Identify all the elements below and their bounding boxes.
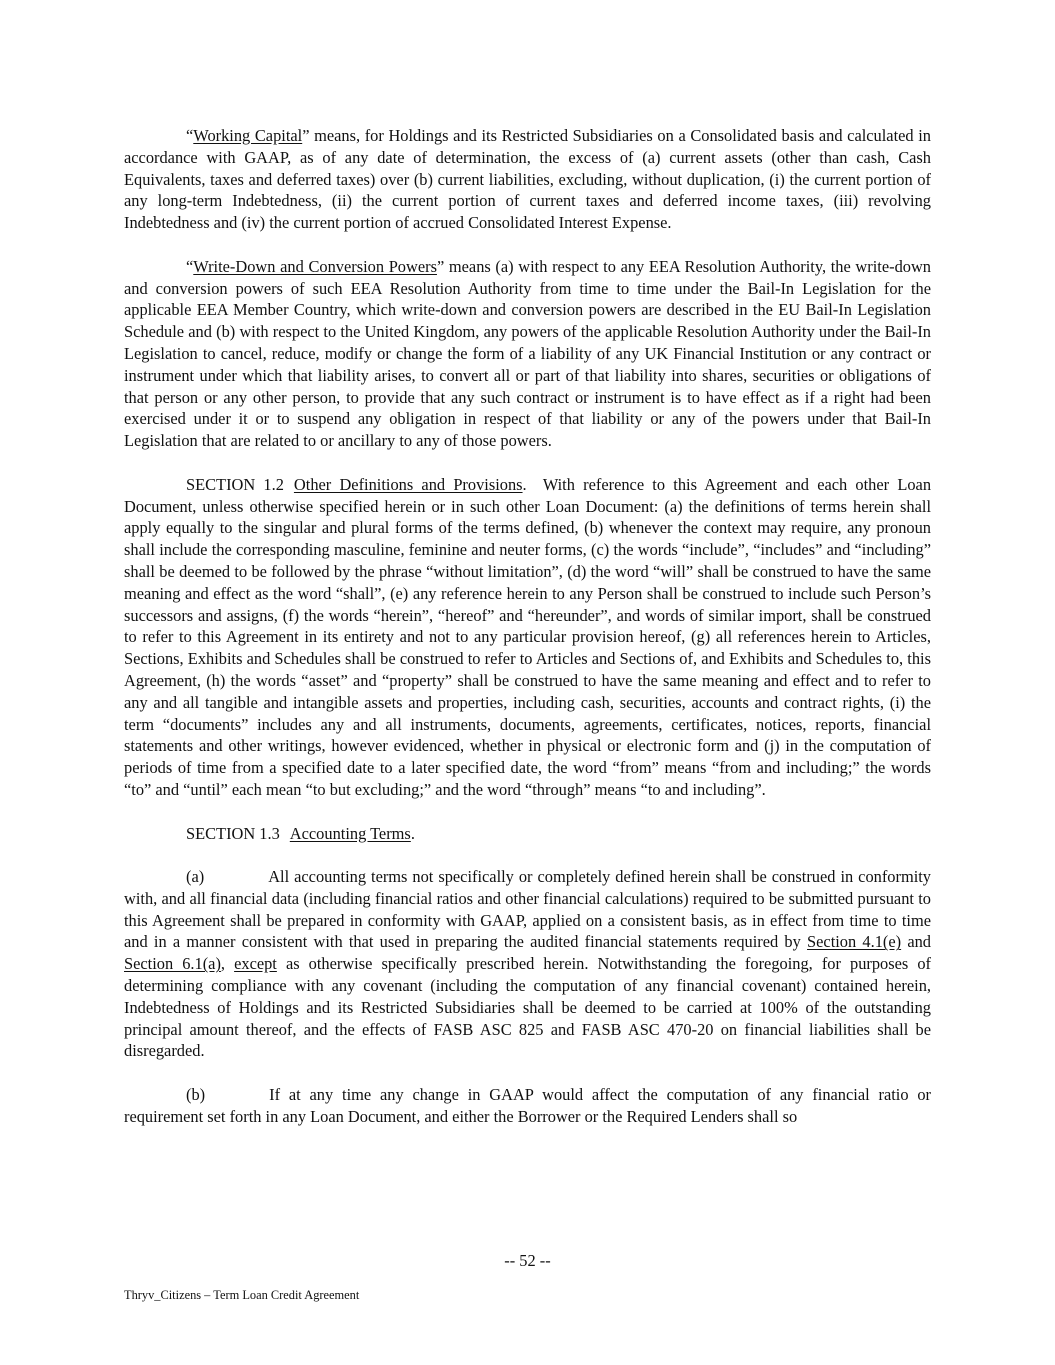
open-quote: “ <box>186 256 194 276</box>
section-number: SECTION 1.2 <box>186 474 284 494</box>
section-1-3-para-a <box>124 866 931 1062</box>
para-text: as otherwise specifically prescribed herein. Notwithstanding the foregoing, for purposes of determining compliance with any covenant (including the computation of any financial covenant) contained herein, Indebtedness of Holdings and its Restricted Subsidiaries shall be deemed to be carried at 100% of the outstanding principal amount thereof, and the effects of FASB ASC 825 and FASB ASC 470-20 on financial liabilities shall be disregarded. <box>124 954 931 1061</box>
para-text: , <box>220 954 235 974</box>
defined-term: Write-Down and Conversion Powers <box>193 256 437 276</box>
section-title-period: . <box>410 823 415 843</box>
cross-reference: Section 6.1(a) <box>124 954 221 974</box>
footer: Thryv_Citizens – Term Loan Credit Agreement <box>124 1288 360 1302</box>
section-text: With reference to this Agreement and each other Loan Document, unless otherwise specified herein or in such other Loan Document: (a) the definitions of terms herein shall apply equally to the singular and plural forms of the terms defined, (b) whenever the context may require, any pronoun shall include the corresponding masculine, feminine and neuter forms, (c) the words “include”, “includes” and “including” shall be deemed to be followed by the phrase “without limitation”, (d) the word “will” shall be construed to have the same meaning and effect as the word “shall”, (e) any reference herein to any Person shall be construed to include such Person’s successors and assigns, (f) the words “herein”, “hereof” and “hereunder”, and words of similar import, shall be construed to refer to this Agreement in its entirety and not to any particular provision hereof, (g) all references herein to Articles, Sections, Exhibits and Schedules shall be construed to refer to Articles and Sections of, and Exhibits and Schedules to, this Agreement, (h) the words “asset” and “property” shall be construed to have the same meaning and effect and to refer to any and all tangible and intangible assets and properties, including cash, securities, accounts and contract rights, (i) the term “documents” includes any and all instruments, documents, agreements, certificates, notices, reports, financial statements and other writings, however evidenced, whether in physical or electronic form and (j) in the computation of periods of time from a specified date to a later specified date, the word “from” means “from and including;” the words “to” and “until” each mean “to but excluding;” and the word “through” means “to and including”. <box>124 474 932 799</box>
section-title: Other Definitions and Provisions <box>293 474 523 494</box>
para-label: (a) <box>186 867 205 887</box>
section-1-3-heading <box>124 823 931 845</box>
section-1-3-para-b <box>124 1084 931 1128</box>
open-quote: “ <box>186 126 194 145</box>
section-1-2 <box>124 474 931 801</box>
para-label: (b) <box>186 1085 206 1105</box>
definition-text: ” means (a) with respect to any EEA Resolution Authority, the write-down and conversion powers of such EEA Resolution Authority from time to time under the Bail-In Legislation for the applicable EEA Member Country, which write-down and conversion powers are described in the EU Bail-In Legislation Schedule and (b) with respect to the United Kingdom, any powers of the applicable Resolution Authority under the Bail-In Legislation to cancel, reduce, modify or change the form of a liability of any UK Financial Institution or any contract or instrument under which that liability arises, to convert all or part of that liability into shares, securities or obligations of that person or any other person, to provide that any such contract or instrument is to have effect as if a right had been exercised under it or to suspend any obligation in respect of that liability or any of the powers under that Bail-In Legislation that are related to or ancillary to any of those powers. <box>124 256 931 451</box>
para-text: and <box>901 932 931 952</box>
cross-reference: Section 4.1(e) <box>807 932 902 952</box>
section-number: SECTION 1.3 <box>186 823 280 843</box>
body-text <box>124 125 931 1128</box>
definition-working-capital <box>124 125 931 234</box>
except-word: except <box>234 954 277 974</box>
para-text: All accounting terms not specifically or completely defined herein shall be construed in conformity with, and all financial data (including financial ratios and other financial calculations) required to be submitted pursuant to this Agreement shall be prepared in conformity with GAAP, applied on a consistent basis, as in effect from time to time and in a manner consistent with that used in preparing the audited financial statements required by <box>124 867 931 952</box>
para-text: If at any time any change in GAAP would affect the computation of any financial ratio or requirement set forth in any Loan Document, and either the Borrower or the Required Lenders shall so <box>124 1085 931 1126</box>
section-title-period: . <box>522 474 527 494</box>
section-title: Accounting Terms <box>289 823 411 843</box>
definition-write-down-conversion-powers <box>124 256 931 452</box>
defined-term: Working Capital <box>193 126 303 145</box>
page-number: -- 52 -- <box>504 1251 551 1270</box>
definition-text: ” means, for Holdings and its Restricted Subsidiaries on a Consolidated basis and calculated in accordance with GAAP, as of any date of determination, the excess of (a) current assets (other than cash, Cash Equivalents, taxes and deferred taxes) over (b) current liabilities, excluding, without duplication, (i) the current portion of any long-term Indebtedness, (ii) the current portion of current taxes and deferred income taxes, (iii) revolving Indebtedness and (iv) the current portion of accrued Consolidated Interest Expense. <box>124 126 931 233</box>
